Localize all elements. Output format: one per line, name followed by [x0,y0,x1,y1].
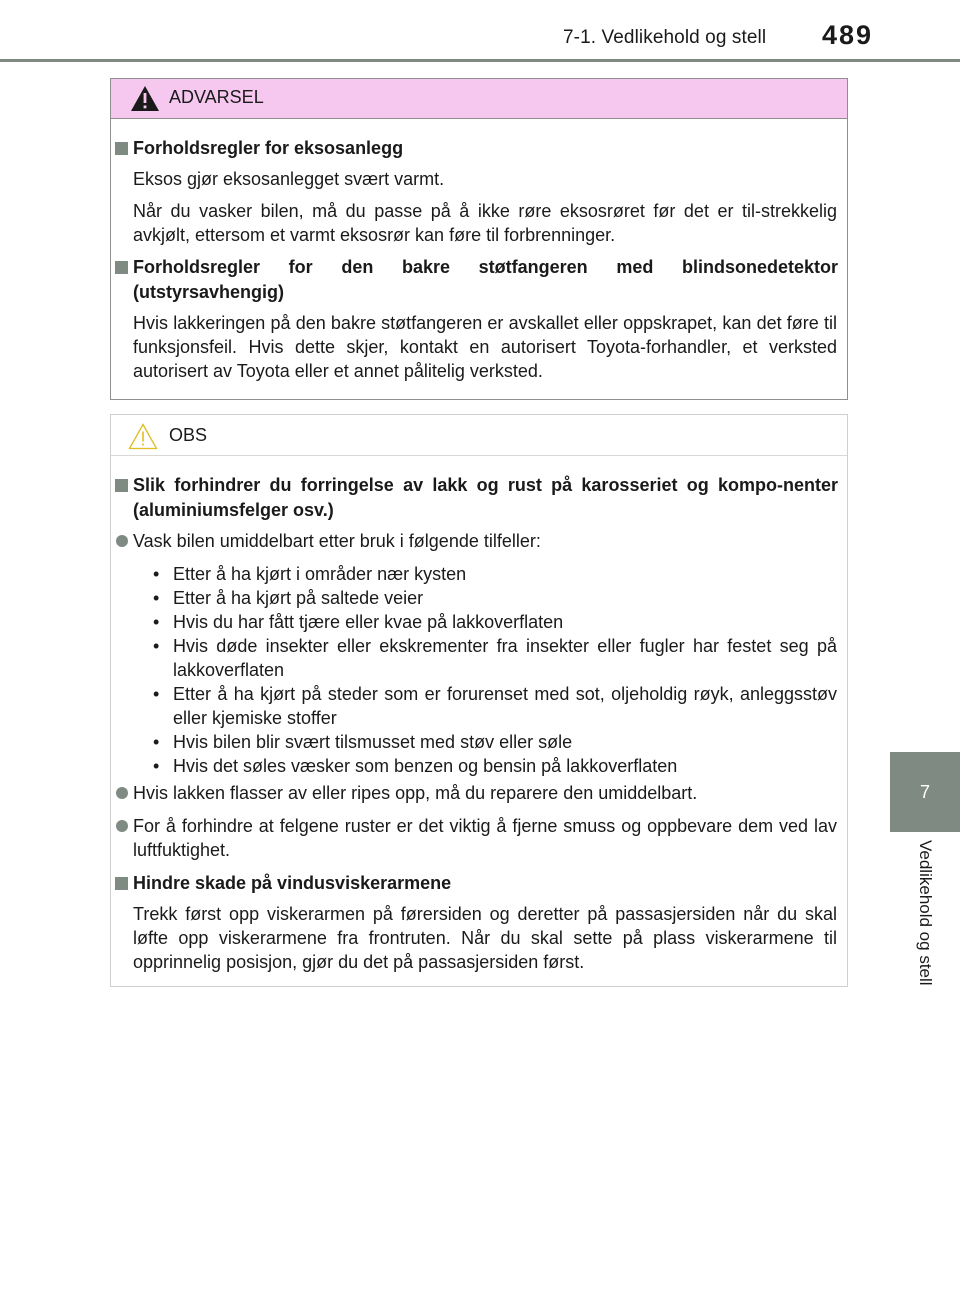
page-number: 489 [822,20,874,50]
warning-box-header [111,79,847,119]
chapter-tab[interactable] [890,752,960,832]
notice-paragraph: Trekk først opp viskerarmen på førersiden og deretter på passasjersiden når du skal løfte opp viskerarmene fra frontruten. Når du skal sette på plass viskerarmene til opprinnelig posisjon, gjør du det på passasjersiden først. [133,904,837,972]
bullet-item: • Etter å ha kjørt på saltede veier [153,588,424,608]
warning-box [110,78,848,400]
notice-heading-wipers: Hindre skade på vindusviskerarmene [133,871,838,896]
circle-list-item: Hvis lakken flasser av eller ripes opp, må du reparere den umiddelbart. [133,781,837,805]
warning-heading-bumper: Forholdsregler for den bakre støtfangeren med blindsonedetektor (utstyrsavhengig) [133,255,838,305]
bullet-list [153,562,837,778]
chapter-number: 7 [919,781,930,802]
warning-paragraph: Eksos gjør eksosanlegget svært varmt. [133,169,445,189]
bullet-item: • Hvis det søles væsker som benzen og bensin på lakkoverflaten [153,756,678,776]
notice-box [110,414,848,987]
bullet-item: • Etter å ha kjørt på steder som er forurenset med sot, oljeholdig røyk, anleggsstøv eller kjemiske stoffer [153,684,837,728]
header-section-title: 7-1. Vedlikehold og stell [563,27,767,48]
circle-list-item: For å forhindre at felgene ruster er det viktig å fjerne smuss og oppbevare dem ved lav luftfuktighet. [133,814,837,862]
circle-bullet-icon [116,787,128,799]
notice-box-header [111,415,847,456]
warning-heading-exhaust: Forholdsregler for eksosanlegg [133,136,838,161]
warning-label: ADVARSEL [169,87,264,107]
bullet-item: • Hvis du har fått tjære eller kvae på lakkoverflaten [153,612,564,632]
notice-box-body [111,473,847,982]
chapter-title: Vedlikehold og stell [916,840,935,986]
notice-label: OBS [169,425,208,445]
circle-list-item: Vask bilen umiddelbart etter bruk i følgende tilfeller: [133,529,837,553]
warning-triangle-icon [130,85,160,112]
warning-box-body [111,136,847,391]
square-bullet-icon [115,877,128,890]
notice-heading-paint: Slik forhindrer du forringelse av lakk og rust på karosseriet og kompo-nenter (aluminiumsfelger osv.) [133,473,838,523]
square-bullet-icon [115,142,128,155]
chapter-side-title [890,840,960,1020]
bullet-item: • Hvis døde insekter eller ekskrementer fra insekter eller fugler har festet seg på lakkoverflaten [153,636,837,680]
warning-triangle-outline-icon [128,423,158,450]
square-bullet-icon [115,479,128,492]
bullet-item: • Etter å ha kjørt i områder nær kysten [153,564,467,584]
square-bullet-icon [115,261,128,274]
circle-bullet-icon [116,820,128,832]
warning-paragraph: Når du vasker bilen, må du passe på å ikke røre eksosrøret før det er til-strekkelig avkjølt, ettersom et varmt eksosrør kan føre til forbrenninger. [133,201,837,245]
bullet-item: • Hvis bilen blir svært tilsmusset med støv eller søle [153,732,573,752]
header-divider [0,59,960,62]
circle-bullet-icon [116,535,128,547]
warning-paragraph: Hvis lakkeringen på den bakre støtfangeren er avskallet eller oppskrapet, kan det føre til funksjonsfeil. Hvis dette skjer, kontakt en autorisert Toyota-forhandler, et verksted autorisert av Toyota eller et annet pålitelig verksted. [133,313,837,381]
